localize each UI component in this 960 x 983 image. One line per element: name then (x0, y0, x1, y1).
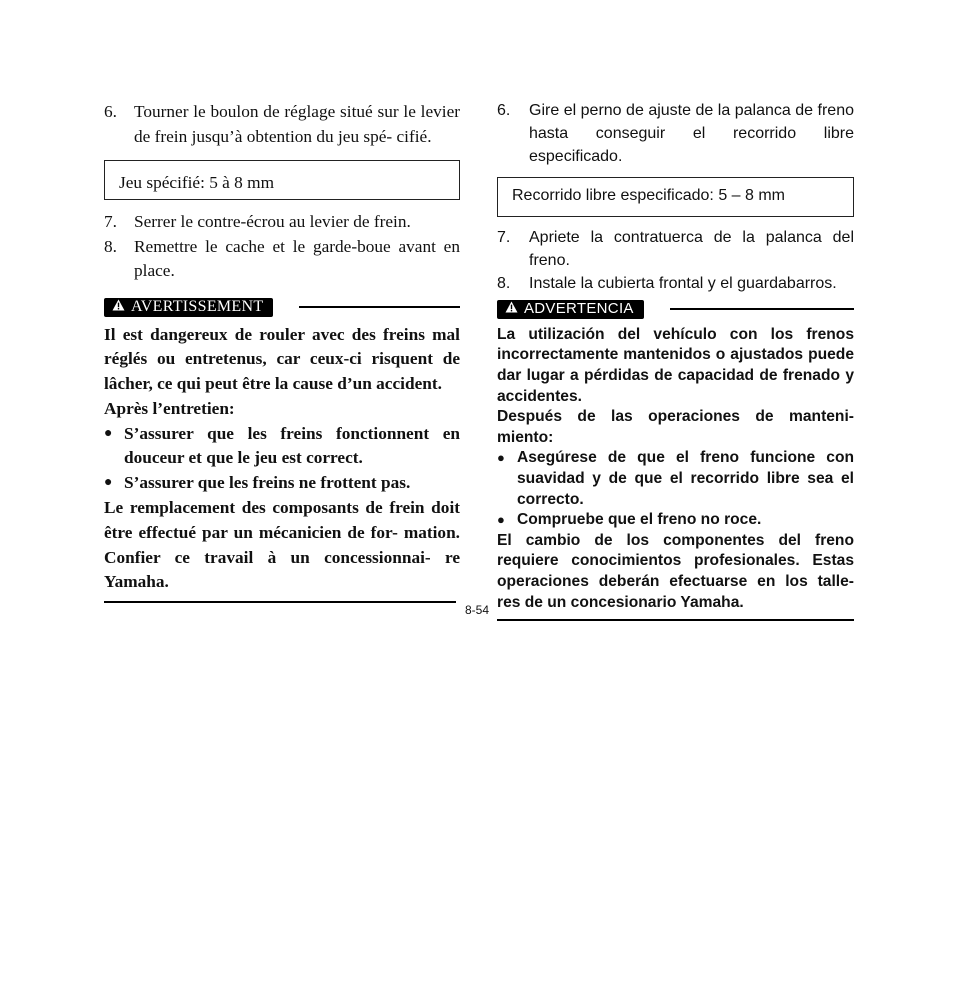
step-number: 6. (497, 102, 511, 119)
fr-spec-box (104, 160, 460, 200)
bullet-text: Asegúrese de que el freno funcione con suavidad y de que el recorrido libre sea el correcto. (517, 449, 854, 508)
warning-paragraph: Le remplacement des composants de frein doit être effectué par un mécanicien de for- mation. Confier ce travail à un concessionnai- re Yamaha. (104, 498, 460, 592)
warning-paragraph: El cambio de los componentes del freno requiere conocimientos profesionales. Estas operaciones deberán efectuarse en los talle- res de un concesionario Yamaha. (497, 531, 854, 611)
warning-label: AVERTISSEMENT (131, 297, 264, 315)
bullet-text: Compruebe que el freno no roce. (517, 511, 762, 529)
bullet-text: S’assurer que les freins fonctionnent en douceur et que le jeu est correct. (124, 423, 460, 468)
es-step-7 (497, 227, 854, 273)
french-column (104, 100, 460, 603)
bullet-dot-icon: ● (497, 512, 505, 528)
list-item (497, 448, 854, 510)
step-text: Apriete la contratuerca de la palanca del freno. (529, 229, 854, 270)
warning-label: ADVERTENCIA (524, 299, 634, 317)
fr-warning-header (104, 298, 460, 317)
fr-warning-body (104, 323, 460, 596)
step-number: 6. (104, 102, 117, 121)
warning-paragraph: Il est dangereux de rouler avec des freins mal réglés ou entretenus, car ceux-ci risquent de lâcher, ce qui peut être la cause d’un accident. (104, 324, 460, 394)
step-text: Instale la cubierta frontal y el guardabarros. (529, 274, 837, 292)
spec-text: Jeu spécifié: 5 à 8 mm (119, 173, 275, 192)
es-spec-box (497, 177, 854, 217)
warning-paragraph: Después de las operaciones de manteni- miento: (497, 408, 854, 446)
list-item (104, 471, 460, 496)
step-number: 8. (104, 236, 117, 256)
spanish-column (497, 100, 854, 621)
warning-triangle-icon (505, 298, 518, 321)
list-item (104, 422, 460, 472)
step-text: Tourner le boulon de réglage situé sur le levier de frein jusqu’à obtention du jeu spé- cifié. (134, 102, 460, 146)
step-number: 8. (497, 274, 511, 292)
warning-rule (670, 308, 854, 310)
bullet-dot-icon: ● (104, 425, 113, 441)
step-text: Serrer le contre-écrou au levier de frein. (134, 212, 411, 231)
fr-step-6 (104, 100, 460, 149)
warning-badge (104, 298, 273, 317)
warning-triangle-icon (112, 295, 125, 320)
warning-paragraph: Après l’entretien: (104, 398, 235, 418)
es-warning-body (497, 325, 854, 613)
warning-end-rule (497, 619, 854, 621)
bullet-dot-icon: ● (497, 450, 505, 466)
bullet-text: S’assurer que les freins ne frottent pas. (124, 473, 411, 493)
es-step-6 (497, 100, 854, 168)
es-step-8 (497, 273, 854, 296)
warning-badge (497, 300, 644, 319)
warning-paragraph: La utilización del vehículo con los frenos incorrectamente mantenidos o ajustados puede dar lugar a pérdidas de capacidad de frenado y accidentes. (497, 325, 854, 405)
es-warning-header (497, 300, 854, 319)
page-number: 8-54 (465, 603, 490, 617)
fr-step-8 (104, 235, 460, 284)
spec-text: Recorrido libre especificado: 5 – 8 mm (512, 187, 786, 205)
step-text: Remettre le cache et le garde-boue avant en place. (134, 236, 460, 280)
warning-rule (299, 306, 460, 308)
fr-step-7 (104, 210, 460, 235)
step-number: 7. (497, 229, 511, 247)
warning-end-rule (104, 601, 456, 603)
step-text: Gire el perno de ajuste de la palanca de freno hasta conseguir el recorrido libre especificado. (529, 102, 854, 165)
step-number: 7. (104, 212, 117, 231)
list-item (497, 510, 854, 531)
bullet-dot-icon: ● (104, 475, 113, 491)
